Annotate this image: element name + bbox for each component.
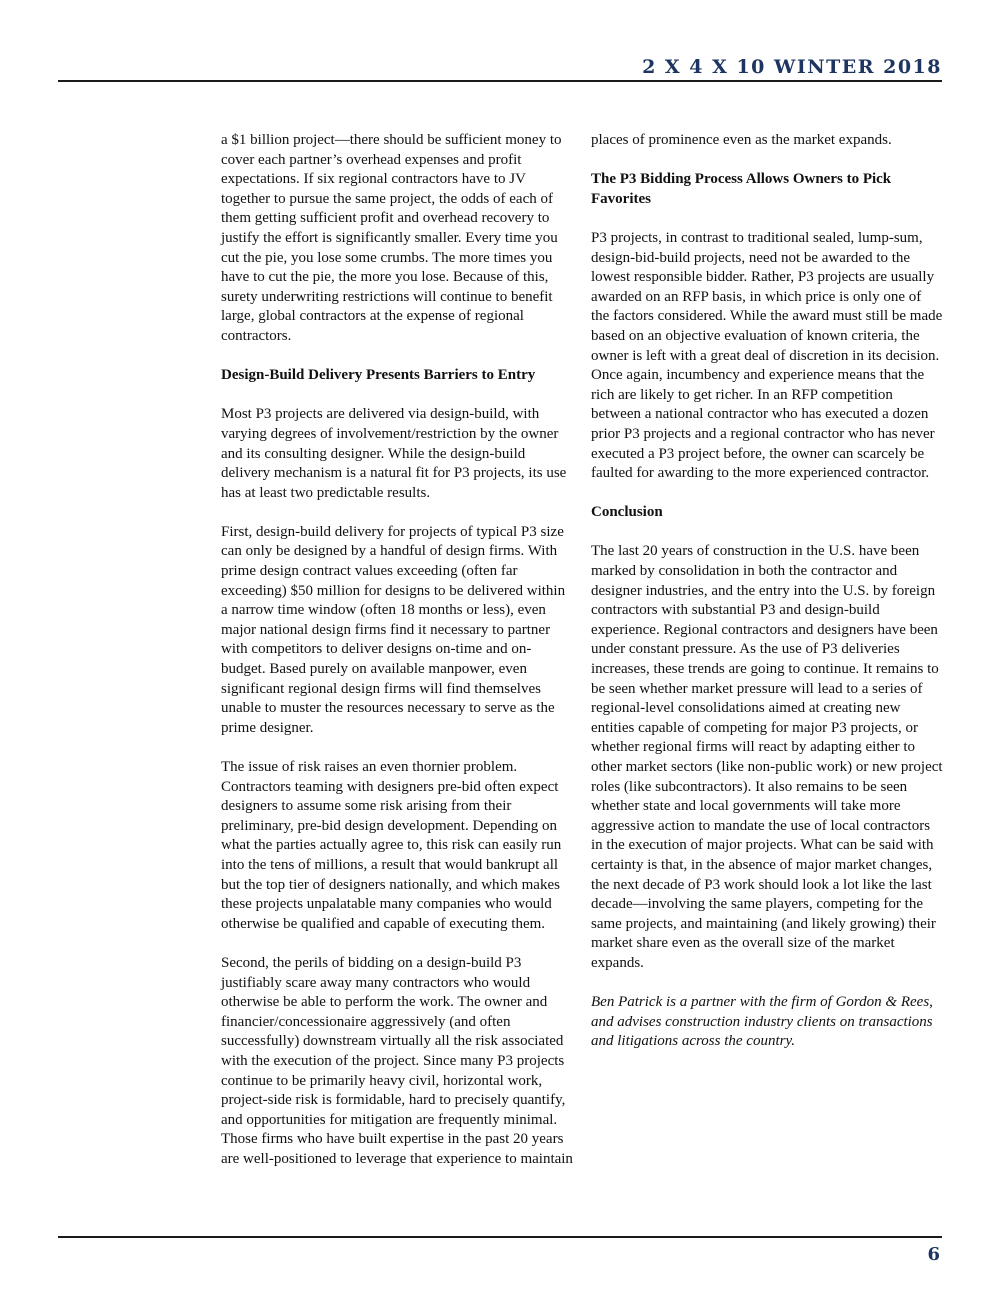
page-number: 6 (927, 1244, 940, 1265)
publication-header-title: 2 X 4 X 10 WINTER 2018 (642, 56, 942, 78)
paragraph: The last 20 years of construction in the U.S. have been marked by consolidation in both the contractor and designer industries, and the entry into the U.S. by foreign contractors with substantial P3 and design-build experience. Regional contractors and designers have been under constant pressure. As the use of P3 deliveries increases, these trends are going to continue. It remains to be seen whether market pressure will lead to a series of regional-level consolidations aimed at creating new entities capable of competing for major P3 projects, or whether regional firms will react by adapting either to other market sectors (like non-public work) or new project roles (like subcontractors). It also remains to be seen whether state and local governments will take more aggressive action to mandate the use of local contractors in the execution of major projects. What can be said with certainty is that, in the absence of major market changes, the next decade of P3 work should look a lot like the last decade—involving the same players, competing for the same projects, and maintaining (and likely growing) their market share even as the overall size of the market expands. (591, 543, 943, 971)
section-heading: Design-Build Delivery Presents Barriers to Entry (221, 367, 536, 384)
section-heading: The P3 Bidding Process Allows Owners to Pick Favorites (591, 171, 892, 207)
footer-rule (58, 1236, 942, 1238)
paragraph: Second, the perils of bidding on a design-build P3 justifiably scare away many contractors who would otherwise be able to perform the work. The owner and financier/concessionaire aggressively (and often successfully) downstream virtually all the risk associated with the execution of the project. Since many P3 projects continue to be primarily heavy civil, horizontal work, project-side risk is formidable, hard to precisely quantify, and opportunities for mitigation are frequently minimal. Those firms who have built expertise in the past 20 years are well-positioned to leverage that experience to maintain (221, 954, 573, 1167)
section-heading: Conclusion (591, 504, 663, 521)
article-column-left (221, 131, 573, 1189)
paragraph: The issue of risk raises an even thornier problem. Contractors teaming with designers pre-bid often expect designers to assume some risk arising from their preliminary, pre-bid design development. Depending on what the parties actually agree to, this risk can easily run into the tens of millions, a result that would bankrupt all but the top tier of designers nationally, and which makes these projects unpalatable many companies who would otherwise be qualified and capable of executing them. (221, 759, 562, 932)
header-rule (58, 80, 942, 82)
paragraph: Most P3 projects are delivered via design-build, with varying degrees of involvement/restriction by the owner and its consulting designer. While the design-build delivery mechanism is a natural fit for P3 projects, its use has at least two predictable results. (221, 406, 567, 501)
paragraph: a $1 billion project—there should be sufficient money to cover each partner’s overhead expenses and profit expectations. If six regional contractors have to JV together to pursue the same project, the odds of each of them getting sufficient profit and overhead recovery to justify the effort is significantly smaller. Every time you cut the pie, you lose some crumbs. The more times you have to cut the pie, the more you lose. Because of this, surety underwriting restrictions will continue to benefit large, global contractors at the expense of regional contractors. (221, 132, 562, 344)
article-column-right (591, 131, 943, 1072)
paragraph: places of prominence even as the market expands. (591, 132, 892, 148)
paragraph: First, design-build delivery for projects of typical P3 size can only be designed by a handful of design firms. With prime design contract values exceeding (often far exceeding) $50 million for designs to be delivered within a narrow time window (often 18 months or less), even major national design firms find it necessary to partner with competitors to deliver designs on-time and on-budget. Based purely on available manpower, even significant regional design firms will find themselves unable to muster the resources necessary to serve as the prime designer. (221, 523, 566, 736)
author-bio: Ben Patrick is a partner with the firm of Gordon & Rees, and advises construction industry clients on transactions and litigations across the country. (591, 994, 933, 1050)
paragraph: P3 projects, in contrast to traditional sealed, lump-sum, design-bid-build projects, need not be awarded to the lowest responsible bidder. Rather, P3 projects are usually awarded on an RFP basis, in which price is only one of the factors considered. While the award must still be made based on an objective evaluation of known criteria, the owner is left with a great deal of discretion in its decision. Once again, incumbency and experience means that the rich are likely to get richer. In an RFP competition between a national contractor who has executed a dozen prior P3 projects and a regional contractor who has never executed a P3 project before, the owner can scarcely be faulted for awarding to the more experienced contractor. (591, 229, 943, 482)
